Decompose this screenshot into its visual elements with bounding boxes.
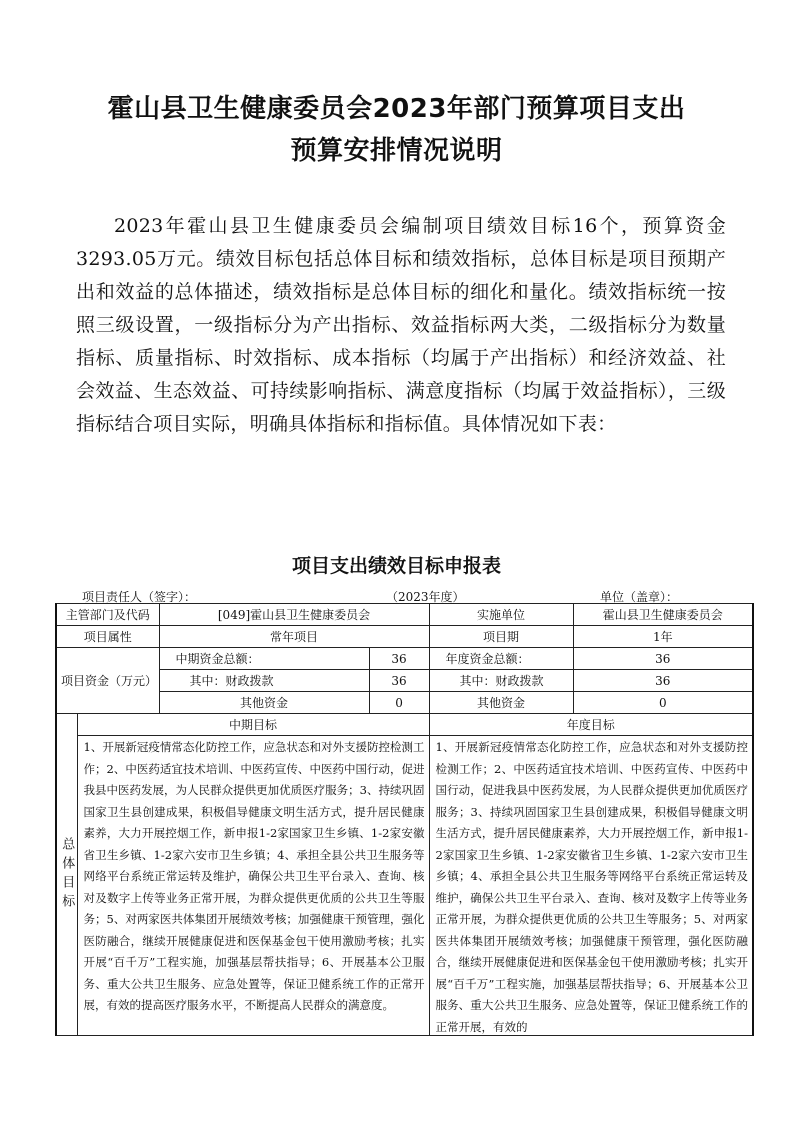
year-goal-text: 1、开展新冠疫情常态化防控工作，应急状态和对外支援防控检测工作；2、中医药适宜技术培训、中医药宣传、中医药中国行动，促进我县中医药发展，为人民群众提供更加优质医疗服务；3、持续巩固国家卫生县创建成果，积极倡导健康文明生活方式，提升居民健康素养，大力开展控烟工作，新申报1-2家国家卫生乡镇、1-2家安徽省卫生乡镇、1-2家六安市卫生乡镇；4、承担全县公共卫生服务等网络平台系统正常运转及维护，确保公共卫生平台录入、查询、核对及数字上传等业务正常开展，为群众提供更优质的公共卫生等服务；5、对两家医共体集团开展绩效考核；加强健康干预管理，强化医防融合，继续开展健康促进和医保基金包干使用激励考核；扎实开展“百千万”工程实施，加强基层帮扶指导；6、开展基本公卫服务、重大公共卫生服务、应急处置等，保证卫健系统工作的正常开展，有效的 [435, 740, 749, 1034]
project-funds-label: 项目资金（万元） [56, 648, 159, 714]
mid-other-label: 其他资金 [159, 692, 369, 714]
intro-paragraph [76, 210, 726, 441]
year-fiscal-value: 36 [573, 670, 753, 692]
year-goal-header: 年度目标 [429, 714, 753, 736]
intro-tail: 具体情况如下表： [462, 413, 617, 435]
unit-seal-label: 单位（盖章）： [600, 590, 679, 604]
impl-unit-value: 霍山县卫生健康委员会 [573, 604, 753, 626]
fiscal-year-label: （2023年度） [386, 590, 465, 604]
mid-fiscal-value: 36 [369, 670, 429, 692]
impl-unit-label: 实施单位 [429, 604, 573, 626]
document-title-line1: 霍山县卫生健康委员会2023年部门预算项目支出 [107, 94, 686, 124]
year-fiscal-label: 其中：财政拨款 [429, 670, 573, 692]
project-period-value: 1年 [573, 626, 753, 648]
project-attr-value: 常年项目 [159, 626, 429, 648]
table-row [56, 648, 753, 670]
mid-goal-text: 1、开展新冠疫情常态化防控工作，应急状态和对外支援防控检测工作；2、中医药适宜技术培训、中医药宣传、中医药中国行动，促进我县中医药发展，为人民群众提供更加优质医疗服务；3、持续巩固国家卫生县创建成果，积极倡导健康文明生活方式，提升居民健康素养，大力开展控烟工作，新申报1-2家国家卫生乡镇、1-2家安徽省卫生乡镇、1-2家六安市卫生乡镇；4、承担全县公共卫生服务等网络平台系统正常运转及维护，确保公共卫生平台录入、查询、核对及数字上传等业务正常开展，为群众提供更优质的公共卫生等服务；5、对两家医共体集团开展绩效考核；加强健康干预管理，强化医防融合，继续开展健康促进和医保基金包干使用激励考核；扎实开展“百千万”工程实施，加强基层帮扶指导；6、开展基本公卫服务、重大公共卫生服务、应急处置等，保证卫健系统工作的正常开展，有效的提高医疗服务水平，不断提高人民群众的满意度。 [83, 740, 425, 1012]
year-total-value: 36 [573, 648, 753, 670]
table-row [56, 670, 753, 692]
table-row [56, 626, 753, 648]
table-row [56, 736, 753, 1036]
mid-other-value: 0 [369, 692, 429, 714]
performance-target-table [55, 603, 754, 1036]
document-title-line2: 预算安排情况说明 [290, 136, 503, 166]
mid-goal-header: 中期目标 [77, 714, 429, 736]
table-row [56, 604, 753, 626]
mid-total-value: 36 [369, 648, 429, 670]
project-period-label: 项目期 [429, 626, 573, 648]
responsible-person-label: 项目责任人（签字）： [82, 590, 197, 604]
overall-goal-label: 总体目标 [56, 714, 77, 1036]
year-total-label: 年度资金总额： [429, 648, 573, 670]
dept-label: 主管部门及代码 [56, 604, 159, 626]
year-other-value: 0 [573, 692, 753, 714]
project-attr-label: 项目属性 [56, 626, 159, 648]
intro-body: 2023年霍山县卫生健康委员会编制项目绩效目标16个，预算资金3293.05万元。绩效目标包括总体目标和绩效指标，总体目标是项目预期产出和效益的总体描述，绩效指标是总体目标的细化和量化。绩效指标统一按照三级设置，一级指标分为产出指标、效益指标两大类，二级指标分为数量指标、质量指标、时效指标、成本指标（均属于产出指标）和经济效益、社会效益、生态效益、可持续影响指标、满意度指标（均属于效益指标），三级指标结合项目实际，明确具体指标和指标值。 [76, 215, 726, 435]
year-other-label: 其他资金 [429, 692, 573, 714]
year-goal-cell [429, 736, 753, 1036]
mid-fiscal-label: 其中：财政拨款 [159, 670, 369, 692]
dept-value: [049]霍山县卫生健康委员会 [159, 604, 429, 626]
table-title: 项目支出绩效目标申报表 [291, 555, 501, 577]
mid-total-label: 中期资金总额： [159, 648, 369, 670]
table-row [56, 714, 753, 736]
mid-goal-cell [77, 736, 429, 1036]
table-row [56, 692, 753, 714]
